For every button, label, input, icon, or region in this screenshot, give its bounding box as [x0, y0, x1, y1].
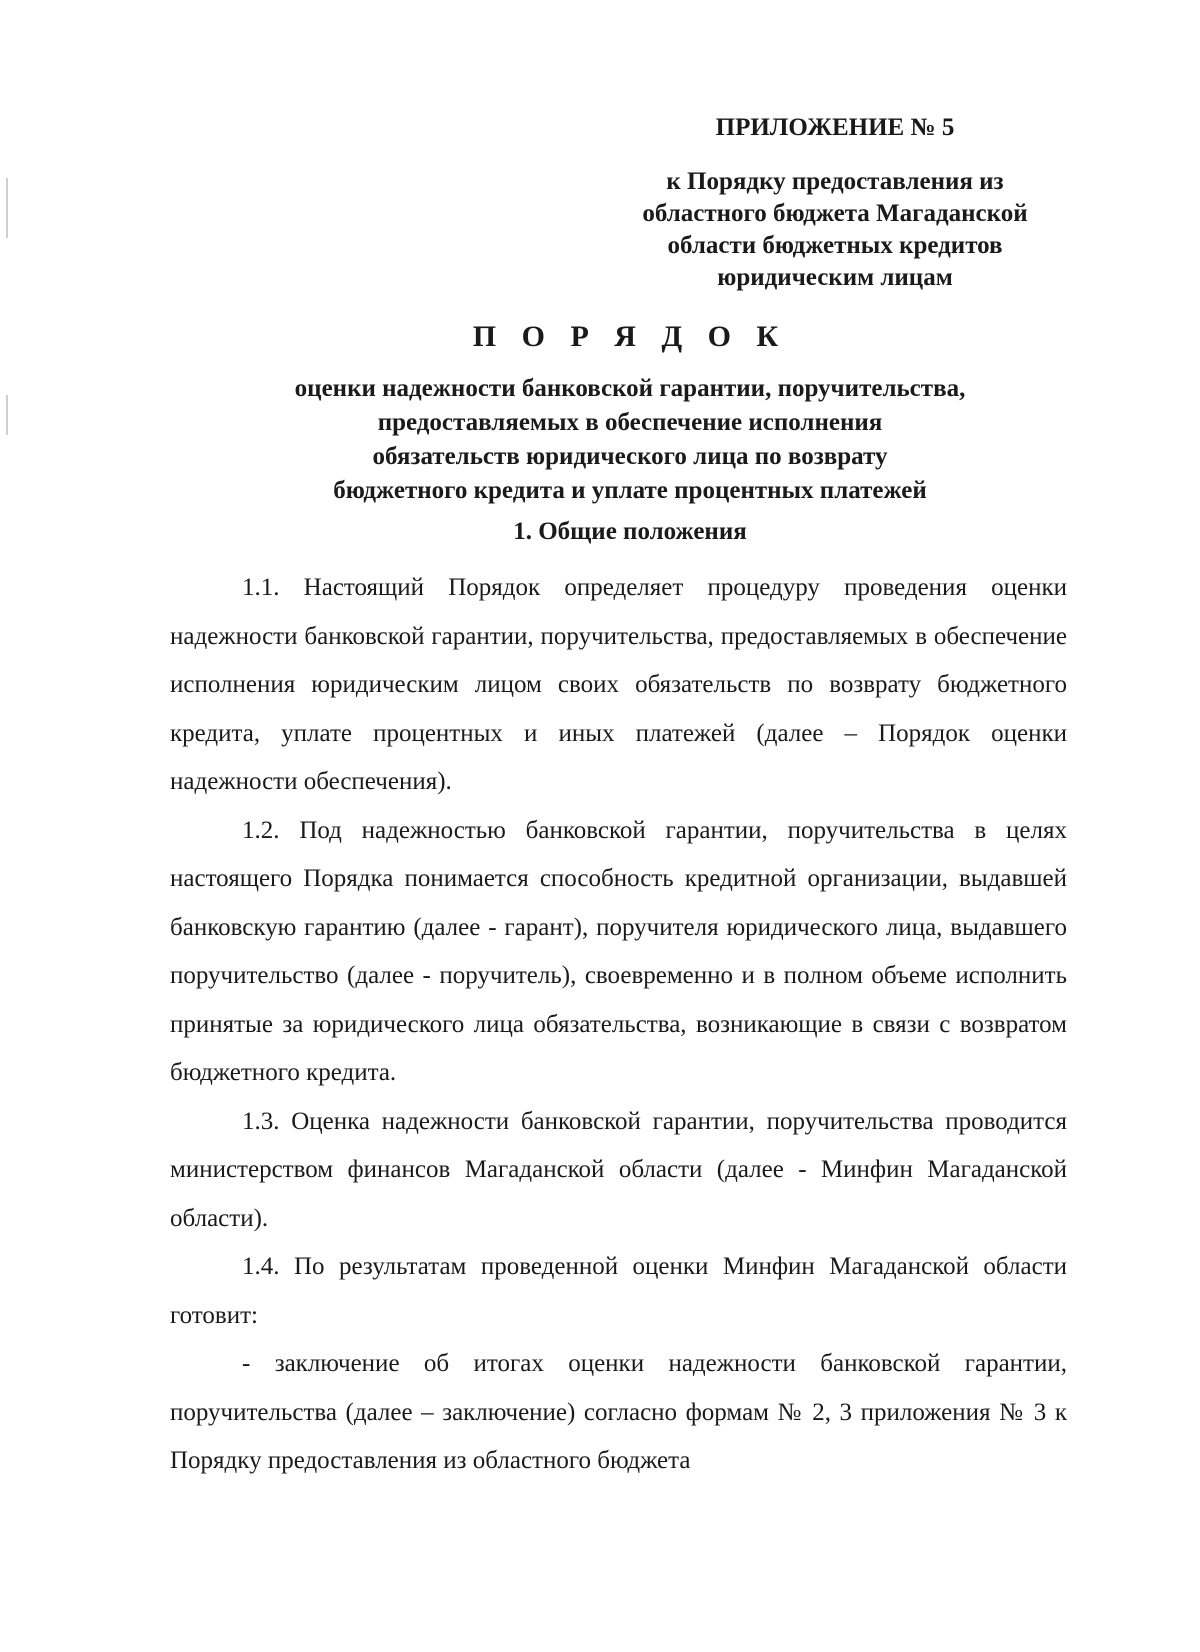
paragraph-1-3: 1.3. Оценка надежности банковской гарантии, поручительства проводится министерством финансов Магаданской области (далее - Минфин Магаданской области).	[170, 1107, 1067, 1232]
section-heading: 1. Общие положения	[513, 518, 747, 545]
scan-edge-mark	[6, 178, 8, 238]
paragraph-1-1: 1.1. Настоящий Порядок определяет процедуру проведения оценки надежности банковской гарантии, поручительства, предоставляемых в обеспечение исполнения юридическим лицом своих обязательств по возврату бюджетного кредита, уплате процентных и иных платежей (далее – Порядок оценки надежности обеспечения).	[170, 574, 1067, 795]
document-subtitle-line: бюджетного кредита и уплате процентных платежей	[333, 477, 927, 504]
appendix-line: к Порядку предоставления из	[666, 168, 1004, 195]
document-subtitle-line: оценки надежности банковской гарантии, поручительства,	[294, 375, 966, 402]
body-text	[170, 564, 1067, 1486]
paragraph-conclusion-item: - заключение об итогах оценки надежности банковской гарантии, поручительства (далее – заключение) согласно формам № 2, 3 приложения № 3 к Порядку предоставления из областного бюджета	[170, 1350, 1067, 1474]
scan-edge-mark	[6, 395, 8, 435]
document-heading	[170, 320, 1090, 508]
paragraph-1-4: 1.4. По результатам проведенной оценки Минфин Магаданской области готовит:	[170, 1253, 1067, 1329]
paragraph-1-2: 1.2. Под надежностью банковской гарантии, поручительства в целях настоящего Порядка понимается способность кредитной организации, выдавшей банковскую гарантию (далее - гарант), поручителя юридического лица, выдавшего поручительство (далее - поручитель), своевременно и в полном объеме исполнить принятые за юридического лица обязательства, возникающие в связи с возвратом бюджетного кредита.	[170, 816, 1067, 1086]
appendix-line: области бюджетных кредитов	[667, 232, 1003, 259]
appendix-title: ПРИЛОЖЕНИЕ № 5	[715, 114, 955, 141]
appendix-block	[600, 112, 1070, 294]
appendix-line: областного бюджета Магаданской	[642, 200, 1028, 227]
document-title: П О Р Я Д О К	[472, 320, 788, 353]
document-subtitle-line: предоставляемых в обеспечение исполнения	[377, 409, 883, 436]
appendix-line: юридическим лицам	[717, 264, 953, 291]
document-subtitle-line: обязательств юридического лица по возврату	[372, 443, 888, 470]
